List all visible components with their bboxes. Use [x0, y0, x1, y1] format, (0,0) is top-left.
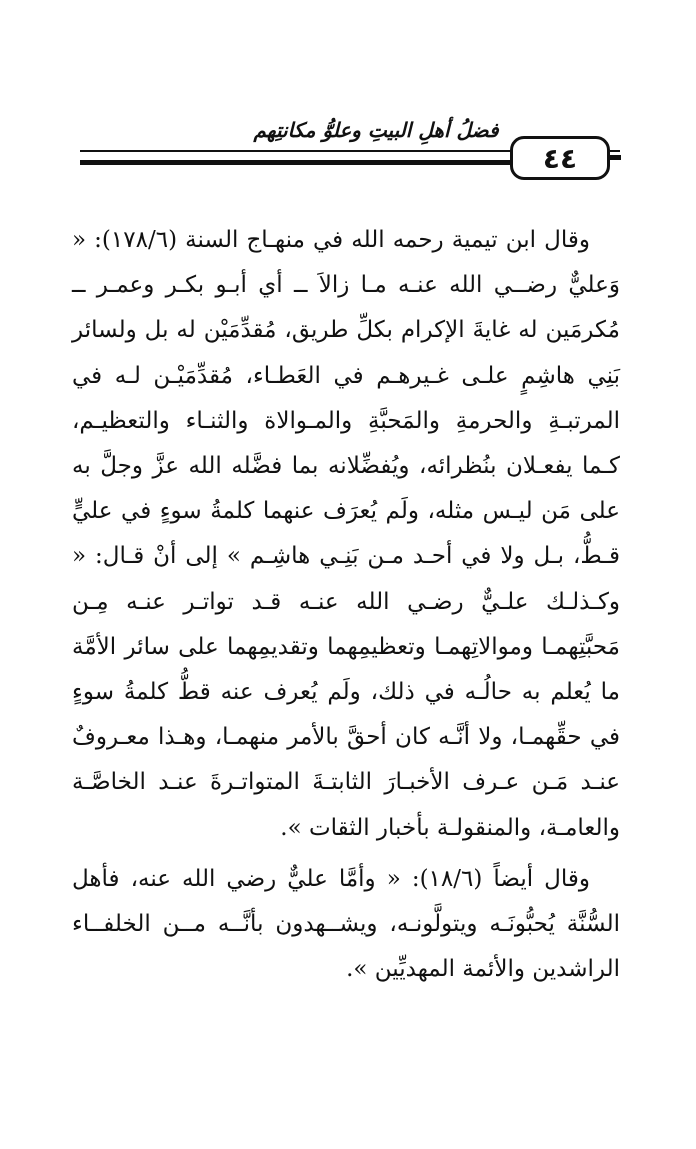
- body-text: [72, 218, 620, 992]
- running-title: فضلُ أهلِ البيتِ وعلوُّ مكانتِهم: [253, 118, 499, 142]
- paragraph-ibn-taymiyya-quote: وقال ابن تيمية رحمه الله في منهـاج السنة (١٧٨/٦): « وَعليٌّ رضــي الله عنـه مـا زالاَ ــ أي أبـو بكـر وعمـر ــ مُكرمَين له غايةَ الإكرام بكلِّ طريق، مُقدِّمَيْن له بل ولسائر بَنِي هاشِمٍ علـى غـيرهـم في العَطـاء، مُقدِّمَيْـن لـه في المرتبـةِ والحرمةِ والمَحبَّةِ والمـوالاة والثنـاء والتعظيـم، كـما يفعـلان بنُظرائه، ويُفضِّلانه بما فضَّله الله عزَّ وجلَّ به على مَن ليـس مثله، ولَم يُعرَف عنهما كلمةُ سوءٍ في عليٍّ قـطُّ، بـل ولا في أحـد مـن بَنِـي هاشِـم » إلى أنْ قـال: « وكـذلـك علـيٌّ رضـي الله عنـه قـد تواتـر عنـه مِـن مَحبَّتِهمـا وموالاتِهمـا وتعظيمِهما وتقديمِهما على سائر الأمَّة ما يُعلم به حالُـه في ذلك، ولَم يُعرف عنه قطُّ كلمةُ سوءٍ في حقِّهمـا، ولا أنَّـه كان أحقَّ بالأمر منهمـا، وهـذا معـروفٌ عنـد مَـن عـرف الأخبـارَ الثابتـةَ المتواتـرةَ عنـد الخاصَّـة والعامـة، والمنقولـة بأخبار الثقات ».: [72, 227, 620, 841]
- page-number-badge: ٤٤: [510, 136, 610, 180]
- paragraph-second-quote: وقال أيضاً (١٨/٦): « وأمَّا عليٌّ رضي الله عنه، فأهل السُّنَّة يُحبُّونَـه ويتولَّونـه، ويشــهدون بأنَّــه مــن الخلفــاء الراشدين والأئمة المهديِّين ».: [72, 865, 620, 983]
- header-rule-thick: [80, 160, 540, 165]
